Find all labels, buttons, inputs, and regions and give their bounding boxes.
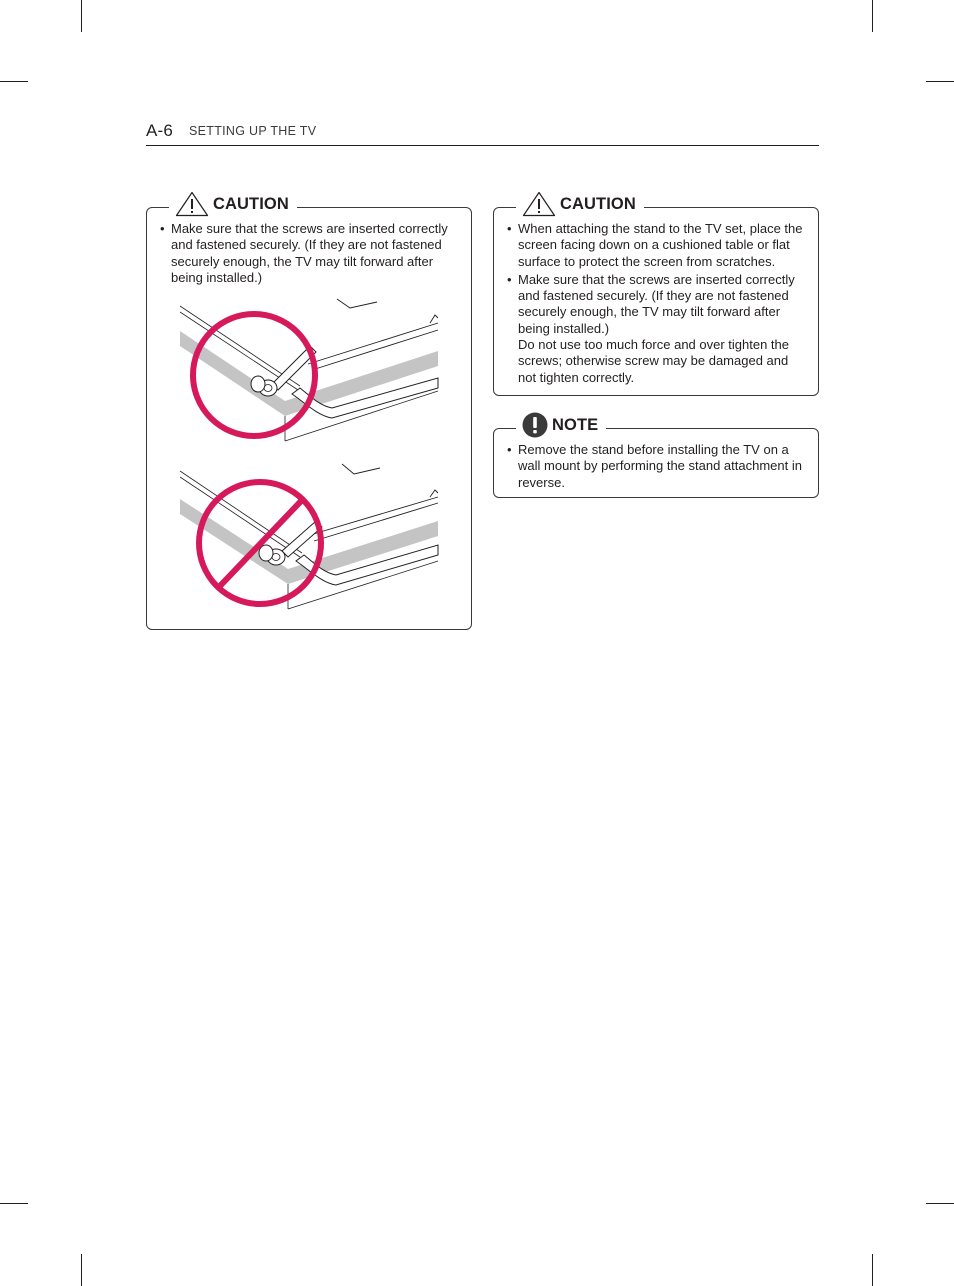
- caution-title: CAUTION: [560, 194, 636, 213]
- stand-incorrect-illustration: [180, 463, 440, 611]
- note-box: [493, 415, 819, 498]
- list-item: • Remove the stand before installing the TV on a wall mount by performing the stand attachment in reverse.: [508, 442, 808, 491]
- left-caution-box: [146, 194, 472, 630]
- crop-mark: [872, 1254, 873, 1286]
- list-item: [508, 221, 808, 270]
- crop-mark: [926, 81, 954, 82]
- right-caution-box: [493, 194, 819, 396]
- caution-list: [161, 221, 459, 286]
- page-number: A-6: [146, 121, 174, 140]
- list-item-text: • When attaching the stand to the TV set, place the screen facing down on a cushioned table or flat surface to protect the screen from scratches.: [518, 221, 803, 269]
- list-item: [508, 272, 808, 386]
- warning-triangle-icon: [522, 191, 556, 217]
- crop-mark: [81, 1254, 82, 1286]
- caution-list: [508, 221, 808, 386]
- list-item-text: • Make sure that the screws are inserted correctly and fastened securely. (If they are not fastened securely enough, the TV may tilt forward after being installed.): [518, 271, 795, 336]
- crop-mark: [81, 0, 82, 32]
- crop-mark: [872, 0, 873, 32]
- caution-heading: [516, 192, 644, 216]
- crop-mark: [0, 81, 28, 82]
- note-heading: [516, 413, 606, 437]
- note-list: [508, 442, 808, 491]
- crop-mark: [926, 1203, 954, 1204]
- list-item-text: Do not use too much force and over tighten the screws; otherwise screw may be damaged and not tighten correctly.: [518, 337, 790, 385]
- page-header: [146, 118, 819, 146]
- caution-heading: [169, 192, 297, 216]
- section-title: SETTING UP THE TV: [189, 124, 317, 138]
- caution-title: CAUTION: [213, 194, 289, 213]
- exclamation-circle-icon: [522, 412, 548, 438]
- correct-circle-icon: [193, 314, 315, 436]
- list-item: • Make sure that the screws are inserted correctly and fastened securely. (If they are not fastened securely enough, the TV may tilt forward after being installed.): [161, 221, 459, 286]
- stand-correct-illustration: [180, 298, 440, 446]
- note-title: NOTE: [552, 415, 599, 434]
- warning-triangle-icon: [175, 191, 209, 217]
- crop-mark: [0, 1203, 28, 1204]
